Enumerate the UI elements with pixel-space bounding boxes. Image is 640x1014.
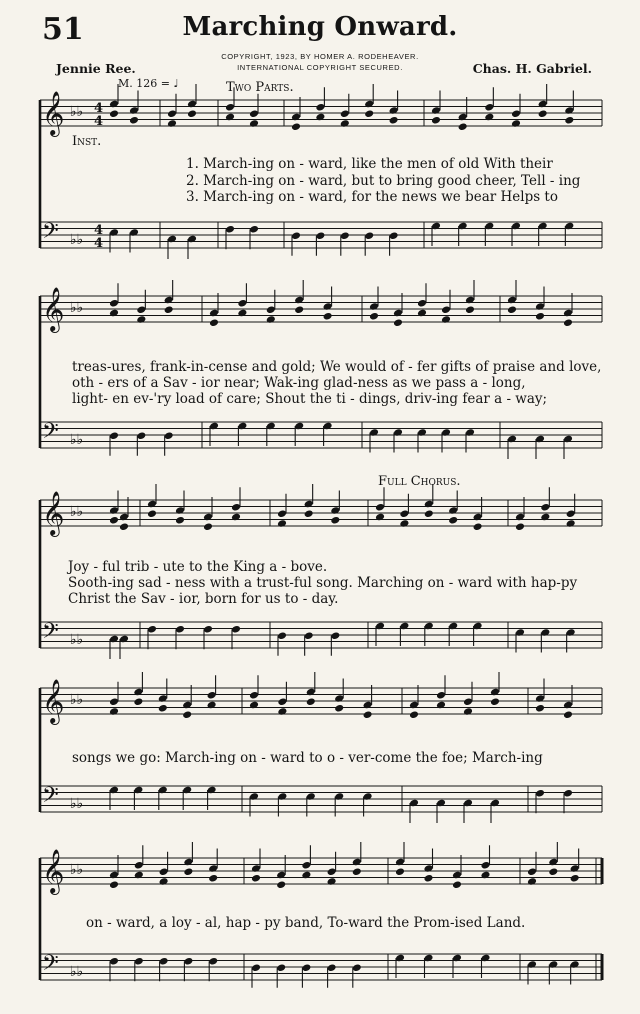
- note-head: [147, 509, 157, 518]
- note-head: [490, 697, 500, 706]
- key-signature-flat-icon: ♭♭: [70, 692, 84, 708]
- note-head: [183, 867, 193, 876]
- note-head: [458, 122, 468, 131]
- bass-clef-icon: 𝄢: [42, 219, 59, 249]
- lyric-s3-verse3: Christ the Sav - ior, born for us to - day.: [68, 591, 339, 607]
- lyric-s5: on - ward, a loy - al, hap - py band, To-ward the Prom-ised Land.: [86, 915, 526, 931]
- note-head: [431, 116, 441, 125]
- note-head: [563, 318, 573, 327]
- full-chorus-label: Full Chorus.: [378, 474, 461, 489]
- note-head: [231, 513, 241, 522]
- note-head: [277, 519, 287, 528]
- note-head: [436, 701, 446, 710]
- key-signature-flat-icon: ♭♭: [70, 232, 84, 248]
- note-head: [548, 867, 558, 876]
- note-head: [109, 707, 119, 716]
- time-signature: 4: [94, 236, 104, 251]
- tempo-marking: M. 126 = ♩: [118, 77, 179, 90]
- copyright-line-1: COPYRIGHT, 1923, BY HOMER A. RODEHEAVER.: [221, 52, 419, 61]
- hymn-number: 51: [42, 12, 84, 47]
- note-head: [129, 116, 139, 125]
- note-head: [207, 701, 217, 710]
- note-head: [208, 874, 218, 883]
- note-head: [330, 516, 340, 525]
- treble-clef-icon: 𝄞: [42, 287, 65, 331]
- note-head: [441, 315, 451, 324]
- note-head: [364, 109, 374, 118]
- time-signature: 4: [94, 101, 104, 116]
- note-head: [448, 516, 458, 525]
- lyric-s1-verse2: 2. March-ing on - ward, but to bring good cheer, Tell - ing: [186, 173, 581, 189]
- note-head: [417, 309, 427, 318]
- key-signature-flat-icon: ♭♭: [70, 504, 84, 520]
- note-head: [182, 710, 192, 719]
- note-head: [109, 516, 119, 525]
- note-head: [167, 119, 177, 128]
- treble-clef-icon: 𝄞: [42, 679, 65, 723]
- note-head: [237, 309, 247, 318]
- bass-clef-icon: 𝄢: [42, 619, 59, 649]
- note-head: [187, 109, 197, 118]
- treble-clef-icon: 𝄞: [42, 849, 65, 893]
- note-head: [535, 704, 545, 713]
- note-head: [538, 109, 548, 118]
- note-head: [484, 113, 494, 122]
- note-head: [109, 309, 119, 318]
- note-head: [136, 315, 146, 324]
- note-head: [203, 522, 213, 531]
- note-head: [409, 710, 419, 719]
- note-head: [473, 522, 483, 531]
- note-head: [535, 312, 545, 321]
- lyric-s2-verse1: treas-ures, frank-in-cense and gold; We would of - fer gifts of praise and love,: [72, 359, 602, 375]
- note-head: [249, 119, 259, 128]
- lyricist-credit: Jennie Ree.: [56, 61, 136, 76]
- note-head: [463, 707, 473, 716]
- key-signature-flat-icon: ♭♭: [70, 104, 84, 120]
- note-head: [301, 871, 311, 880]
- note-head: [164, 305, 174, 314]
- note-head: [399, 519, 409, 528]
- note-head: [564, 116, 574, 125]
- note-head: [423, 874, 433, 883]
- note-head: [304, 509, 314, 518]
- composer-credit: Chas. H. Gabriel.: [472, 61, 592, 76]
- note-head: [119, 522, 129, 531]
- note-head: [363, 710, 373, 719]
- note-head: [563, 710, 573, 719]
- bass-clef-icon: 𝄢: [42, 783, 59, 813]
- key-signature-flat-icon: ♭♭: [70, 796, 84, 812]
- lyric-s2-verse3: light- en ev-'ry load of care; Shout the ti - dings, driv-ing fear a - way;: [72, 391, 548, 407]
- note-head: [452, 880, 462, 889]
- note-head: [327, 877, 337, 886]
- treble-clef-icon: 𝄞: [42, 91, 65, 135]
- note-head: [340, 119, 350, 128]
- note-head: [369, 312, 379, 321]
- note-head: [306, 697, 316, 706]
- note-head: [209, 318, 219, 327]
- note-head: [249, 701, 259, 710]
- note-head: [566, 519, 576, 528]
- note-head: [507, 305, 517, 314]
- two-parts-label: Two Parts.: [226, 80, 294, 95]
- note-head: [480, 871, 490, 880]
- note-head: [375, 513, 385, 522]
- key-signature-flat-icon: ♭♭: [70, 300, 84, 316]
- copyright-line-2: INTERNATIONAL COPYRIGHT SECURED.: [237, 63, 403, 72]
- time-signature: 4: [94, 114, 104, 129]
- note-head: [352, 867, 362, 876]
- note-head: [158, 704, 168, 713]
- key-signature-flat-icon: ♭♭: [70, 632, 84, 648]
- time-signature: 4: [94, 223, 104, 238]
- note-head: [159, 877, 169, 886]
- note-head: [109, 880, 119, 889]
- note-head: [134, 871, 144, 880]
- instrument-label: Inst.: [72, 134, 102, 149]
- lyric-s2-verse2: oth - ers of a Sav - ior near; Wak-ing glad-ness as we pass a - long,: [72, 375, 526, 391]
- note-head: [393, 318, 403, 327]
- note-head: [540, 513, 550, 522]
- note-head: [266, 315, 276, 324]
- lyric-s4: songs we go: March-ing on - ward to o - ver-come the foe; March-ing: [72, 750, 543, 766]
- bass-clef-icon: 𝄢: [42, 951, 59, 981]
- note-head: [395, 867, 405, 876]
- note-head: [251, 874, 261, 883]
- key-signature-flat-icon: ♭♭: [70, 432, 84, 448]
- note-head: [315, 113, 325, 122]
- lyric-s3-verse2: Sooth-ing sad - ness with a trust-ful song. Marching on - ward with hap-py: [68, 575, 578, 591]
- key-signature-flat-icon: ♭♭: [70, 964, 84, 980]
- note-head: [424, 509, 434, 518]
- note-head: [465, 305, 475, 314]
- note-head: [527, 877, 537, 886]
- note-head: [570, 874, 580, 883]
- note-head: [175, 516, 185, 525]
- note-head: [291, 122, 301, 131]
- note-head: [276, 880, 286, 889]
- note-head: [277, 707, 287, 716]
- note-head: [511, 119, 521, 128]
- lyric-s1-verse1: 1. March-ing on - ward, like the men of old With their: [186, 156, 553, 172]
- note-head: [334, 704, 344, 713]
- hymn-title: Marching Onward.: [182, 12, 458, 42]
- lyric-s1-verse3: 3. March-ing on - ward, for the news we bear Helps to: [186, 189, 558, 205]
- note-head: [515, 522, 525, 531]
- bass-clef-icon: 𝄢: [42, 419, 59, 449]
- note-head: [389, 116, 399, 125]
- treble-clef-icon: 𝄞: [42, 491, 65, 535]
- note-head: [133, 697, 143, 706]
- note-head: [109, 109, 119, 118]
- note-head: [323, 312, 333, 321]
- lyric-s3-verse1: Joy - ful trib - ute to the King a - bove.: [68, 559, 328, 575]
- note-head: [225, 113, 235, 122]
- note-head: [294, 305, 304, 314]
- key-signature-flat-icon: ♭♭: [70, 862, 84, 878]
